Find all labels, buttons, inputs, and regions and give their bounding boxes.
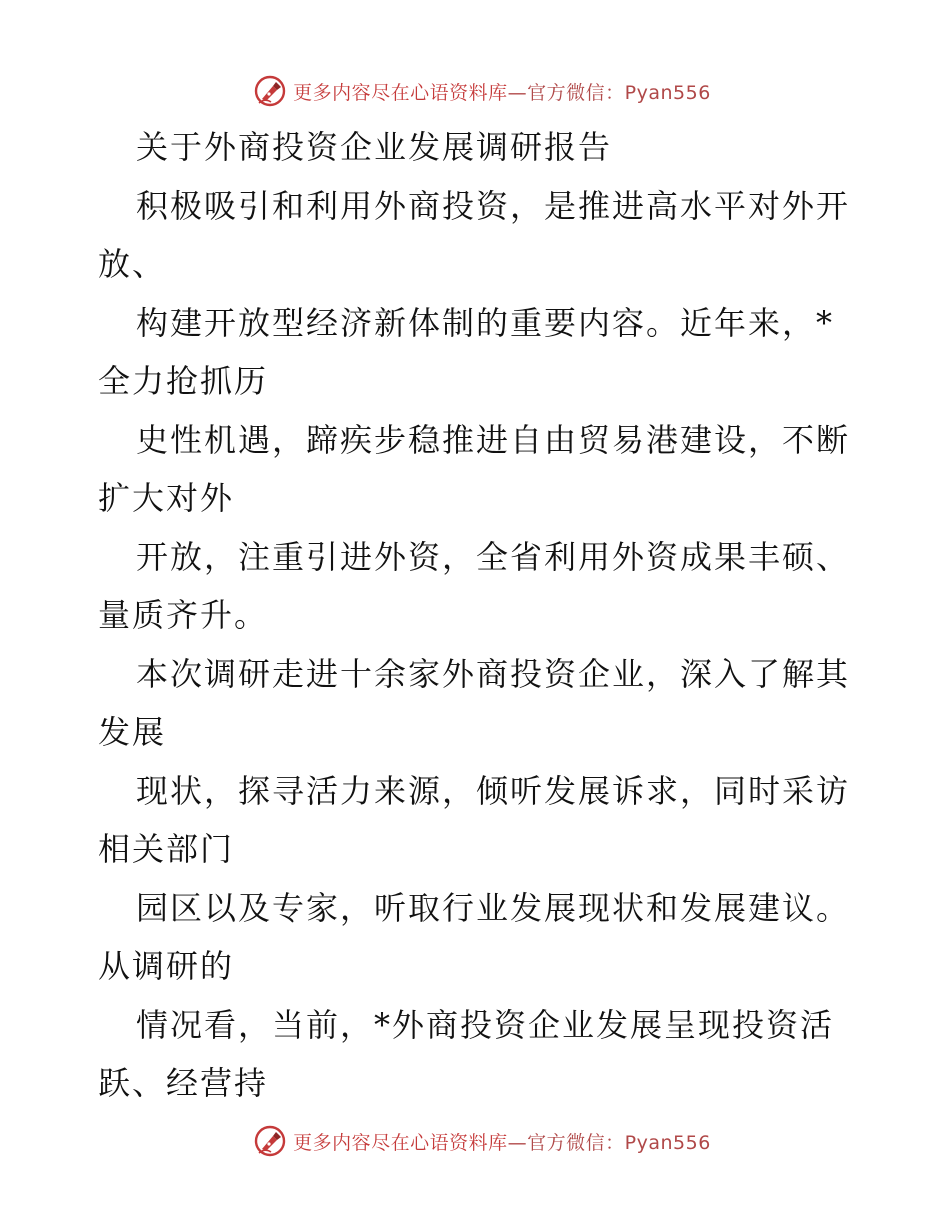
document-text-line: 开放，注重引进外资，全省利用外资成果丰硕、 [136,537,851,576]
document-text-line: 发展 [98,713,167,751]
footer-banner-separator: — [507,1131,528,1154]
header-banner-wechat: 官方微信：Pyan556 [527,81,711,104]
document-text-line: 现状，探寻活力来源，倾听发展诉求，同时采访 [136,771,851,810]
header-banner-text [293,78,711,105]
document-text-line: 园区以及专家，听取行业发展现状和发展建议。 [136,888,851,927]
document-text-line: 史性机遇，蹄疾步稳推进自由贸易港建设，不断 [136,420,851,459]
document-text-line: 量质齐升。 [98,596,269,634]
footer-banner [0,1121,950,1161]
header-banner-separator: — [507,81,528,104]
document-title-line: 关于外商投资企业发展调研报告 [136,128,613,166]
footer-banner-wechat: 官方微信：Pyan556 [527,1131,711,1154]
document-text-line: 相关部门 [98,830,235,868]
document-text-line: 构建开放型经济新体制的重要内容。近年来，* [136,303,835,342]
document-text-line: 放、 [98,245,167,283]
document-text-line: 从调研的 [98,947,235,985]
document-text-line: 跃、经营持 [98,1064,269,1102]
header-banner-inner [253,74,711,108]
document-text-line: 积极吸引和利用外商投资，是推进高水平对外开 [136,186,851,225]
header-banner-title: 更多内容尽在心语资料库 [293,81,508,104]
footer-banner-text [293,1128,711,1155]
footer-banner-title: 更多内容尽在心语资料库 [293,1131,508,1154]
document-text-line: 情况看，当前，*外商投资企业发展呈现投资活 [136,1005,835,1044]
pen-nib-logo-icon [253,1124,287,1158]
footer-banner-inner [253,1124,711,1158]
header-banner [0,71,950,111]
document-text-line: 扩大对外 [98,479,235,517]
document-body [98,118,858,1113]
pen-nib-logo-icon [253,74,287,108]
document-text-line: 全力抢抓历 [98,362,269,400]
document-text-line: 本次调研走进十余家外商投资企业，深入了解其 [136,654,851,693]
